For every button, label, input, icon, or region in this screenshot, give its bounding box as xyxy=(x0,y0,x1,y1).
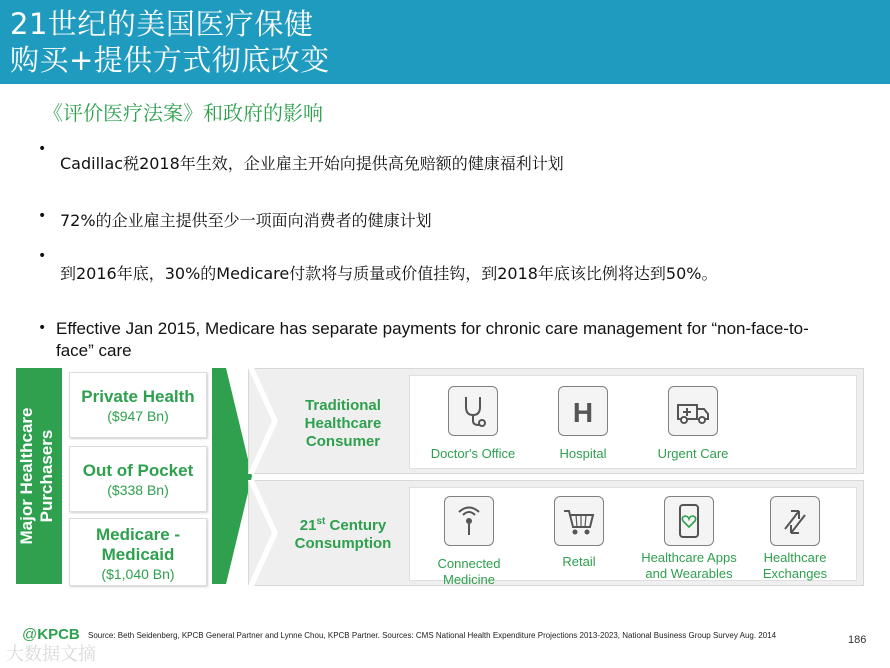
care-item-label: Doctor's Office xyxy=(430,446,516,461)
purchaser-amount: ($947 Bn) xyxy=(107,408,169,424)
care-item-label: Retail xyxy=(562,554,596,569)
modern-items xyxy=(409,487,857,587)
svg-text:H: H xyxy=(572,397,594,428)
bullet-text: 72%的企业雇主提供至少一项面向消费者的健康计划 xyxy=(60,211,432,230)
bullet-text: Cadillac税2018年生效，企业雇主开始向提供高免赔额的健康福利计划 xyxy=(60,154,564,173)
bullet-dot: • xyxy=(38,141,47,157)
healthcare-diagram xyxy=(16,368,868,586)
modern-panel xyxy=(248,480,864,586)
purchasers-bar xyxy=(16,368,62,584)
care-item xyxy=(638,386,748,462)
exchange-arrows-icon xyxy=(770,496,820,546)
watermark: 大数据文摘 xyxy=(6,644,96,665)
care-item xyxy=(524,496,634,570)
care-item xyxy=(740,496,850,582)
wireless-icon xyxy=(444,496,494,546)
bullet-dot: • xyxy=(38,248,47,264)
traditional-panel xyxy=(248,368,864,474)
slide-title: 21世纪的美国医疗保健 购买+提供方式彻底改变 xyxy=(10,7,330,77)
panel-chevron xyxy=(248,368,278,474)
shopping-cart-icon xyxy=(554,496,604,546)
purchaser-name: Out of Pocket xyxy=(82,461,194,480)
ambulance-icon xyxy=(668,386,718,436)
bullet-dot: • xyxy=(38,208,47,224)
care-item-label: Connected Medicine xyxy=(437,556,501,587)
slide-header xyxy=(0,0,890,84)
page-number: 186 xyxy=(848,634,867,646)
traditional-items xyxy=(409,375,857,469)
purchaser-amount: ($1,040 Bn) xyxy=(101,566,175,582)
purchaser-name: Private Health xyxy=(81,387,195,406)
bullet-text: Effective Jan 2015, Medicare has separate payments for chronic care management for “non-face-to-face” care xyxy=(56,319,809,360)
flow-arrow xyxy=(212,368,252,584)
purchasers-label: Major Healthcare Purchasers xyxy=(17,407,56,545)
care-item-label: Healthcare Apps and Wearables xyxy=(641,550,737,581)
care-item-label: Urgent Care xyxy=(657,446,729,461)
care-item xyxy=(528,386,638,462)
panel-chevron xyxy=(248,480,278,586)
hospital-icon xyxy=(558,386,608,436)
traditional-heading: Traditional Healthcare Consumer xyxy=(304,397,382,450)
care-item xyxy=(634,496,744,582)
stethoscope-icon xyxy=(448,386,498,436)
care-item xyxy=(418,386,528,462)
care-item-label: Hospital xyxy=(559,446,607,461)
source-note: Source: Beth Seidenberg, KPCB General Partner and Lynne Chou, KPCB Partner. Sources: CMS National Health Expenditure Projections 2013-2023, National Business Group Survey Aug. 2014 xyxy=(88,631,777,640)
purchaser-box xyxy=(69,446,207,512)
purchaser-box xyxy=(69,372,207,438)
bullet-dot: • xyxy=(38,320,47,336)
phone-heart-icon xyxy=(664,496,714,546)
section-subtitle: 《评价医疗法案》和政府的影响 xyxy=(43,101,323,125)
care-item xyxy=(414,496,524,588)
kpcb-logo: @KPCB xyxy=(22,626,80,643)
purchaser-amount: ($338 Bn) xyxy=(107,482,169,498)
purchaser-box xyxy=(69,518,207,586)
purchaser-name: Medicare - Medicaid xyxy=(95,525,181,564)
modern-heading: 21st Century Consumption xyxy=(294,516,392,552)
care-item-label: Healthcare Exchanges xyxy=(762,550,828,581)
bullet-text: 到2016年底，30%的Medicare付款将与质量或价值挂钩，到2018年底该比例将达到50%。 xyxy=(60,264,718,283)
